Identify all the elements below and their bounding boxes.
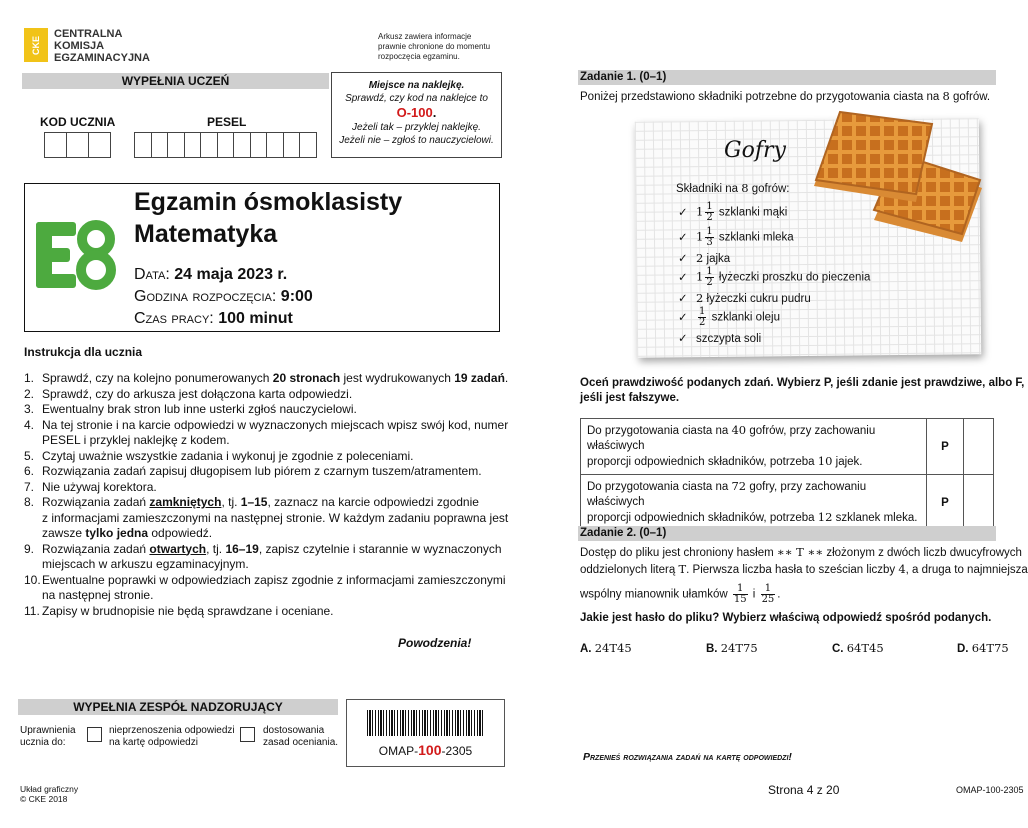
ingredient: ✓ 2 jajka — [678, 251, 731, 265]
good-luck: Powodzenia! — [398, 636, 472, 650]
ingredient: ✓ 1 $\frac{1}{2}$ łyżeczki proszku do pieczenia — [678, 266, 871, 288]
instruction-item: 5. Czytaj uważnie wszystkie zadania i wykonuj je zgodnie z poleceniami. — [24, 448, 414, 463]
instruction-item: 3. Ewentualny brak stron lub inne usterki zgłoś nauczycielowi. — [24, 402, 357, 416]
instruction-item: 9. Rozwiązania zadań otwartych, tj. 16–19, zapisz czytelnie i starannie w wyznaczonych — [24, 541, 502, 556]
sticker-box: Miejsce na naklejkę. Sprawdź, czy kod na naklejce to O-100. Jeżeli tak – przyklej naklejkę. Jeżeli nie – zgłoś to nauczycielowi. — [331, 72, 502, 158]
instruction-item: PESEL i przyklej naklejkę z kodem. — [42, 433, 230, 447]
footer-left: Układ graficzny © CKE 2018 — [20, 784, 79, 804]
exam-title: Egzamin ósmoklasisty Matematyka — [134, 188, 403, 248]
exam-details: Data: 24 maja 2023 r. Godzina rozpoczęcia: 9:00 Czas pracy: 100 minut — [134, 266, 313, 327]
instruction-item: 7. Nie używaj korektora. — [24, 479, 157, 494]
answer-b[interactable]: B. 24T75 — [706, 641, 758, 655]
page-number: Strona 4 z 20 — [768, 783, 840, 797]
instruction-item: z informacjami zamieszczonymi na następnej stronie. W każdym zadaniu poprawna jest — [42, 510, 509, 525]
waffle-image — [812, 110, 987, 250]
instruction-item: na następnej stronie. — [42, 588, 154, 602]
instruction-item: zawsze tylko jedna odpowiedź. — [42, 526, 213, 540]
legal-notice: Arkusz zawiera informacje prawnie chronione do momentu rozpoczęcia egzaminu. — [378, 32, 491, 61]
table-row: Do przygotowania ciasta na 72 gofry, przy zachowaniu właściwych proporcji odpowiednich składników, potrzeba 12 szklanek mleka. P — [581, 475, 994, 531]
instruction-item: 6. Rozwiązania zadań zapisuj długopisem lub piórem z czarnym tuszem/atramentem. — [24, 464, 482, 478]
task2-header: Zadanie 2. (0–1) — [578, 526, 996, 541]
instruction-item: 4. Na tej stronie i na karcie odpowiedzi w wyznaczonych miejscach wpisz swój kod, numer — [24, 417, 509, 432]
answer-p[interactable]: P — [927, 475, 964, 531]
ingredient: ✓ 2 łyżeczki cukru pudru — [678, 291, 811, 305]
ingredient: ✓ 1 $\frac{1}{3}$ szklanki mleka — [678, 226, 794, 248]
task2-text: Dostęp do pliku jest chroniony hasłem ∗∗ T ∗∗ złożonym z dwóch liczb dwucyfrowych oddzielonych literą T. Pierwsza liczba hasła to sześcian liczby 4, a druga to najmniejsza wspólny mianownik ułamków $\frac{1}{15}$ i $\frac{1}{25}$ . — [580, 545, 1028, 605]
sticker-code: O-100 — [396, 105, 433, 120]
footer-right: OMAP-100-2305 — [956, 785, 1024, 795]
instructions-title: Instrukcja dla ucznia — [24, 345, 143, 359]
student-bar: WYPEŁNIA UCZEŃ — [22, 73, 329, 89]
instruction-item: 10.Ewentualne poprawki w odpowiedziach zapisz zgodnie z informacjami zamieszczonymi — [24, 572, 506, 587]
recipe-subtitle: Składniki na 8 gofrów: — [676, 181, 790, 195]
task1-table — [580, 418, 994, 531]
supervisors-bar: WYPEŁNIA ZESPÓŁ NADZORUJĄCY — [18, 699, 338, 715]
option2-checkbox[interactable] — [240, 727, 255, 742]
task1-header: Zadanie 1. (0–1) — [578, 70, 996, 85]
instruction-item: 11. Zapisy w brudnopisie nie będą sprawdzane i oceniane. — [24, 603, 334, 618]
transfer-note: Przenieś rozwiązania zadań na kartę odpowiedzi! — [583, 751, 792, 763]
e8-logo — [36, 222, 120, 288]
answer-a[interactable]: A. 24T45 — [580, 641, 632, 655]
task1-question: Oceń prawdziwość podanych zdań. Wybierz P, jeśli zdanie jest prawdziwe, albo F, jeśli jest fałszywe. — [580, 377, 1025, 404]
instruction-item: miejscach w arkuszu egzaminacyjnym. — [42, 557, 249, 571]
option2-label: dostosowania zasad oceniania. — [263, 725, 339, 748]
recipe-title: Gofry — [724, 138, 786, 163]
cke-name: CENTRALNA KOMISJA EGZAMINACYJNA — [54, 28, 150, 64]
kod-label: KOD UCZNIA — [40, 115, 116, 129]
ingredient: ✓ 1 $\frac{1}{2}$ szklanki mąki — [678, 201, 788, 223]
barcode — [367, 710, 485, 736]
ingredient: ✓ $\frac{1}{2}$ szklanki oleju — [678, 306, 780, 328]
instruction-item: 2. Sprawdź, czy do arkusza jest dołączona karta odpowiedzi. — [24, 386, 353, 401]
instruction-item: 1. Sprawdź, czy na kolejno ponumerowanych 20 stronach jest wydrukowanych 19 zadań. — [24, 371, 509, 385]
answer-c[interactable]: C. 64T45 — [832, 641, 884, 655]
barcode-box: OMAP-100-2305 — [346, 699, 505, 767]
pesel-label: PESEL — [207, 115, 247, 129]
instruction-item: 8. Rozwiązania zadań zamkniętych, tj. 1–15, zaznacz na karcie odpowiedzi zgodnie — [24, 495, 479, 509]
option1-label: nieprzenoszenia odpowiedzi na kartę odpowiedzi — [109, 725, 235, 748]
task1-intro: Poniżej przedstawiono składniki potrzebne do przygotowania ciasta na 8 gofrów. — [580, 89, 991, 103]
rights-label: Uprawnienia ucznia do: — [20, 725, 76, 748]
ingredient: ✓ szczypta soli — [678, 333, 762, 345]
answer-p[interactable]: P — [927, 419, 964, 475]
table-row: Do przygotowania ciasta na 40 gofrów, przy zachowaniu właściwych proporcji odpowiednich składników, potrzeba 10 jajek. P — [581, 419, 994, 475]
instructions-list — [24, 371, 508, 619]
kod-boxes[interactable] — [44, 132, 110, 158]
answer-d[interactable]: D. 64T75 — [957, 641, 1009, 655]
pesel-boxes[interactable] — [134, 132, 316, 158]
option1-checkbox[interactable] — [87, 727, 102, 742]
task2-question: Jakie jest hasło do pliku? Wybierz właściwą odpowiedź spośród podanych. — [580, 612, 992, 624]
cke-logo: CKE — [24, 28, 48, 62]
